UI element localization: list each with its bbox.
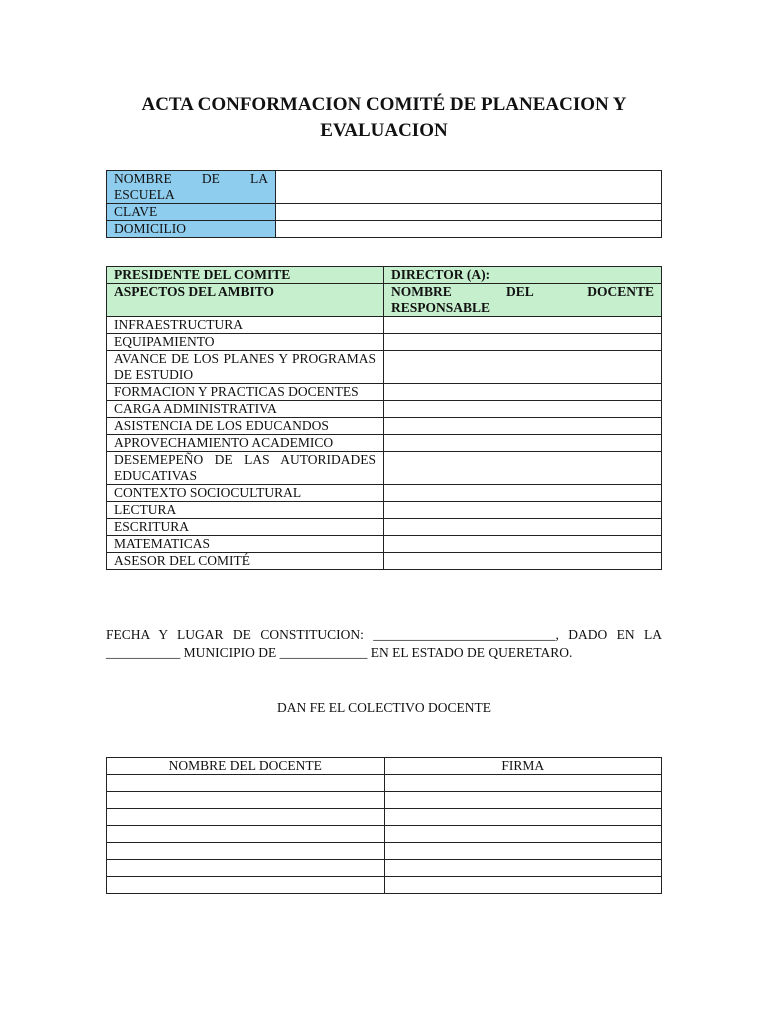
responsable-header-line2: RESPONSABLE [391,300,491,315]
responsable-cell[interactable] [384,351,662,384]
firma-cell[interactable] [384,792,662,809]
responsable-cell[interactable] [384,502,662,519]
aspect-label: DESEMEPEÑO DE LAS AUTORIDADES EDUCATIVAS [107,452,384,485]
table-row [107,485,662,502]
director-header: DIRECTOR (A): [384,267,662,284]
school-clave-value[interactable] [276,204,662,221]
school-clave-label: CLAVE [107,204,276,221]
aspectos-header: ASPECTOS DEL AMBITO [107,284,384,317]
table-row [107,860,662,877]
firma-cell[interactable] [384,775,662,792]
firma-cell[interactable] [384,826,662,843]
responsable-cell[interactable] [384,401,662,418]
table-row [107,334,662,351]
aspect-label: AVANCE DE LOS PLANES Y PROGRAMAS DE ESTUDIO [107,351,384,384]
table-row [107,401,662,418]
school-domicilio-value[interactable] [276,221,662,238]
document-title [100,92,668,144]
aspect-label: CONTEXTO SOCIOCULTURAL [107,485,384,502]
responsable-cell[interactable] [384,553,662,570]
school-clave-row [107,204,662,221]
firma-cell[interactable] [384,860,662,877]
table-row [107,809,662,826]
table-row [107,519,662,536]
aspect-label: MATEMATICAS [107,536,384,553]
school-name-row [107,171,662,204]
aspect-label: CARGA ADMINISTRATIVA [107,401,384,418]
responsable-header-line1: NOMBRE DEL DOCENTE [391,284,654,299]
school-name-label-line2: ESCUELA [114,187,175,202]
docente-name-cell[interactable] [107,843,385,860]
aspect-label: LECTURA [107,502,384,519]
title-line-1: ACTA CONFORMACION COMITÉ DE PLANEACION Y [141,94,627,115]
table-row [107,435,662,452]
firma-cell[interactable] [384,877,662,894]
school-name-label-line1: NOMBRE DE LA [114,171,268,186]
dan-fe-heading: DAN FE EL COLECTIVO DOCENTE [277,700,491,715]
school-domicilio-row [107,221,662,238]
aspect-label: ESCRITURA [107,519,384,536]
responsable-cell[interactable] [384,536,662,553]
firma-cell[interactable] [384,843,662,860]
committee-header-row-2 [107,284,662,317]
responsable-header [384,284,662,317]
aspect-label: APROVECHAMIENTO ACADEMICO [107,435,384,452]
docente-name-cell[interactable] [107,826,385,843]
docente-name-cell[interactable] [107,877,385,894]
table-row [107,502,662,519]
table-row [107,792,662,809]
fecha-line-1: FECHA Y LUGAR DE CONSTITUCION: ___________________________, DADO EN LA [106,627,662,642]
responsable-cell[interactable] [384,384,662,401]
school-domicilio-label: DOMICILIO [107,221,276,238]
table-row [107,317,662,334]
responsable-cell[interactable] [384,334,662,351]
table-row [107,775,662,792]
committee-table [106,266,662,570]
docente-name-cell[interactable] [107,860,385,877]
table-row [107,843,662,860]
table-row [107,418,662,435]
docentes-table [106,757,662,894]
docentes-rows [107,775,662,894]
docente-name-header: NOMBRE DEL DOCENTE [107,758,385,775]
firma-cell[interactable] [384,809,662,826]
responsable-cell[interactable] [384,519,662,536]
responsable-cell[interactable] [384,435,662,452]
aspect-label: FORMACION Y PRACTICAS DOCENTES [107,384,384,401]
committee-rows [107,317,662,570]
docente-name-cell[interactable] [107,792,385,809]
responsable-cell[interactable] [384,452,662,485]
school-info-table [106,170,662,238]
fecha-paragraph [106,626,662,662]
table-row [107,877,662,894]
aspect-label: EQUIPAMIENTO [107,334,384,351]
presidente-header: PRESIDENTE DEL COMITE [107,267,384,284]
aspect-label: ASISTENCIA DE LOS EDUCANDOS [107,418,384,435]
committee-header-row-1 [107,267,662,284]
responsable-cell[interactable] [384,485,662,502]
table-row [107,452,662,485]
table-row [107,536,662,553]
aspect-label: ASESOR DEL COMITÉ [107,553,384,570]
fecha-line-2: ___________ MUNICIPIO DE _____________ EN EL ESTADO DE QUERETARO. [106,645,573,660]
table-row [107,351,662,384]
responsable-cell[interactable] [384,418,662,435]
aspect-label: INFRAESTRUCTURA [107,317,384,334]
table-row [107,384,662,401]
table-row [107,553,662,570]
school-name-label [107,171,276,204]
table-row [107,826,662,843]
responsable-cell[interactable] [384,317,662,334]
title-line-2: EVALUACION [320,120,448,141]
docentes-header-row [107,758,662,775]
firma-header: FIRMA [384,758,662,775]
docente-name-cell[interactable] [107,809,385,826]
school-name-value[interactable] [276,171,662,204]
docente-name-cell[interactable] [107,775,385,792]
